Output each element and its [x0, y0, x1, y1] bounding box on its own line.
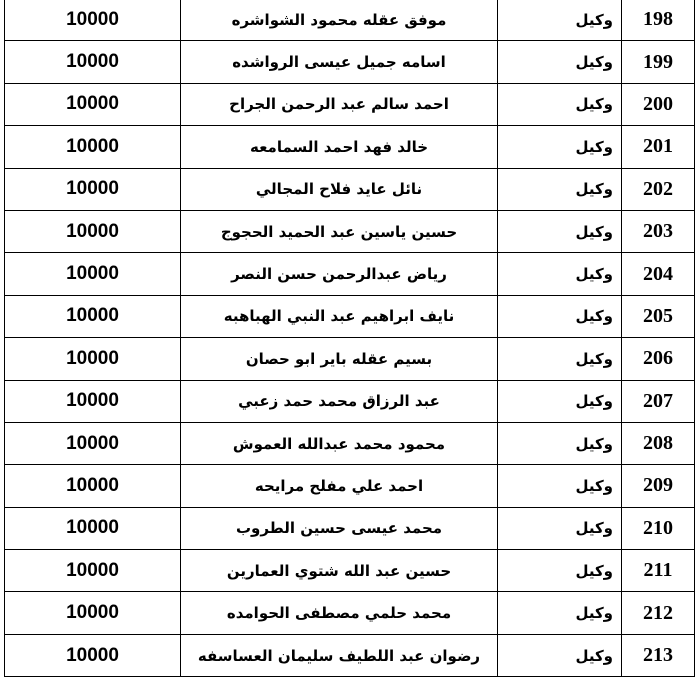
- table-row: [5, 253, 695, 295]
- amount-cell: 10000: [5, 507, 181, 549]
- amount-cell: 10000: [5, 210, 181, 252]
- table-row: [5, 168, 695, 210]
- row-number-cell: 199: [622, 41, 695, 83]
- amount-cell: 10000: [5, 634, 181, 676]
- table-row: [5, 295, 695, 337]
- rank-cell: وكيل: [498, 592, 622, 634]
- row-number-cell: 200: [622, 83, 695, 125]
- table-row: [5, 507, 695, 549]
- rank-cell: وكيل: [498, 550, 622, 592]
- rank-cell: وكيل: [498, 253, 622, 295]
- table-row: [5, 126, 695, 168]
- roster-table-body: [5, 0, 695, 677]
- name-cell: محمد عيسى حسين الطروب: [181, 507, 498, 549]
- amount-cell: 10000: [5, 422, 181, 464]
- row-number-cell: 201: [622, 126, 695, 168]
- amount-cell: 10000: [5, 592, 181, 634]
- name-cell: نايف ابراهيم عبد النبي الهباهبه: [181, 295, 498, 337]
- table-row: [5, 0, 695, 41]
- amount-cell: 10000: [5, 126, 181, 168]
- name-cell: احمد سالم عبد الرحمن الجراح: [181, 83, 498, 125]
- rank-cell: وكيل: [498, 380, 622, 422]
- row-number-cell: 198: [622, 0, 695, 41]
- name-cell: عبد الرزاق محمد حمد زعبي: [181, 380, 498, 422]
- table-row: [5, 550, 695, 592]
- name-cell: حسين عبد الله شتوي العمارين: [181, 550, 498, 592]
- row-number-cell: 211: [622, 550, 695, 592]
- row-number-cell: 213: [622, 634, 695, 676]
- rank-cell: وكيل: [498, 41, 622, 83]
- amount-cell: 10000: [5, 465, 181, 507]
- table-row: [5, 338, 695, 380]
- name-cell: محمد حلمي مصطفى الحوامده: [181, 592, 498, 634]
- row-number-cell: 202: [622, 168, 695, 210]
- table-row: [5, 465, 695, 507]
- amount-cell: 10000: [5, 253, 181, 295]
- name-cell: خالد فهد احمد السمامعه: [181, 126, 498, 168]
- row-number-cell: 206: [622, 338, 695, 380]
- row-number-cell: 205: [622, 295, 695, 337]
- name-cell: رياض عبدالرحمن حسن النصر: [181, 253, 498, 295]
- rank-cell: وكيل: [498, 83, 622, 125]
- rank-cell: وكيل: [498, 126, 622, 168]
- table-row: [5, 41, 695, 83]
- table-row: [5, 634, 695, 676]
- row-number-cell: 203: [622, 210, 695, 252]
- table-row: [5, 83, 695, 125]
- name-cell: بسيم عقله باير ابو حصان: [181, 338, 498, 380]
- name-cell: رضوان عبد اللطيف سليمان العساسفه: [181, 634, 498, 676]
- amount-cell: 10000: [5, 0, 181, 41]
- table-row: [5, 422, 695, 464]
- amount-cell: 10000: [5, 380, 181, 422]
- name-cell: موفق عقله محمود الشواشره: [181, 0, 498, 41]
- row-number-cell: 204: [622, 253, 695, 295]
- amount-cell: 10000: [5, 168, 181, 210]
- rank-cell: وكيل: [498, 295, 622, 337]
- name-cell: اسامه جميل عيسى الرواشده: [181, 41, 498, 83]
- table-row: [5, 592, 695, 634]
- rank-cell: وكيل: [498, 168, 622, 210]
- amount-cell: 10000: [5, 338, 181, 380]
- rank-cell: وكيل: [498, 634, 622, 676]
- rank-cell: وكيل: [498, 422, 622, 464]
- table-row: [5, 380, 695, 422]
- name-cell: حسين ياسين عبد الحميد الحجوج: [181, 210, 498, 252]
- name-cell: محمود محمد عبدالله العموش: [181, 422, 498, 464]
- row-number-cell: 212: [622, 592, 695, 634]
- name-cell: نائل عايد فلاح المجالي: [181, 168, 498, 210]
- row-number-cell: 210: [622, 507, 695, 549]
- amount-cell: 10000: [5, 295, 181, 337]
- row-number-cell: 208: [622, 422, 695, 464]
- row-number-cell: 209: [622, 465, 695, 507]
- rank-cell: وكيل: [498, 210, 622, 252]
- row-number-cell: 207: [622, 380, 695, 422]
- rank-cell: وكيل: [498, 0, 622, 41]
- table-row: [5, 210, 695, 252]
- amount-cell: 10000: [5, 41, 181, 83]
- rank-cell: وكيل: [498, 465, 622, 507]
- roster-table: [4, 0, 695, 677]
- rank-cell: وكيل: [498, 507, 622, 549]
- name-cell: احمد علي مفلح مرايحه: [181, 465, 498, 507]
- rank-cell: وكيل: [498, 338, 622, 380]
- amount-cell: 10000: [5, 83, 181, 125]
- amount-cell: 10000: [5, 550, 181, 592]
